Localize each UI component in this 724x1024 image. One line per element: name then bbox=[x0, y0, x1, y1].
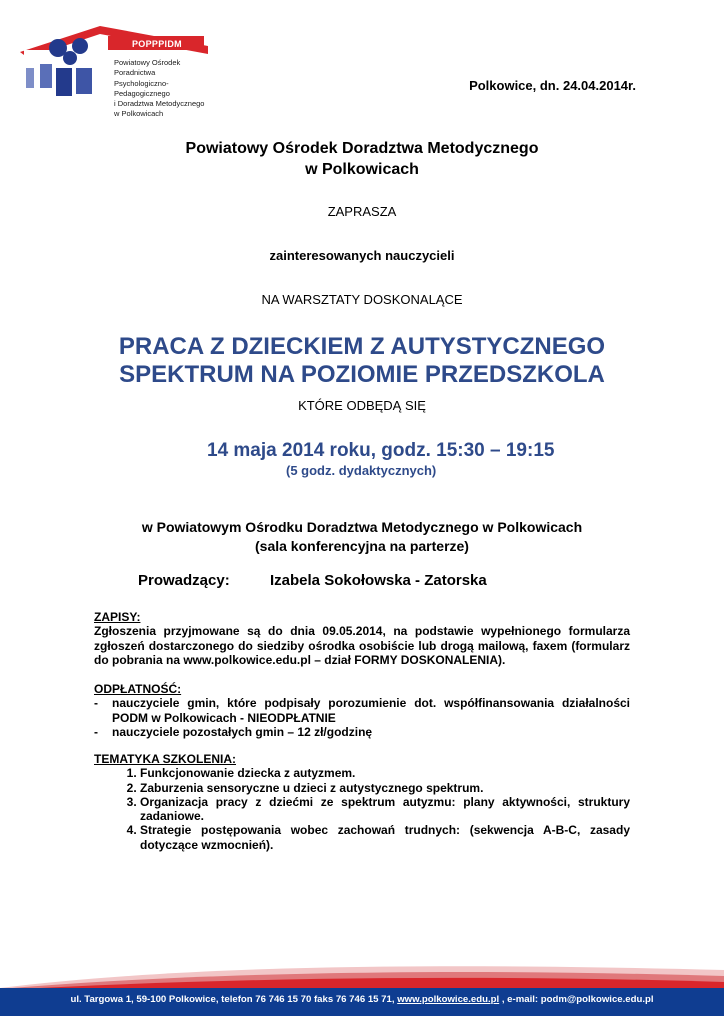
logo bbox=[18, 24, 218, 119]
workshop-text: NA WARSZTATY DOSKONALĄCE bbox=[261, 292, 463, 307]
organizer-line-1: Powiatowy Ośrodek Doradztwa Metodycznego bbox=[185, 140, 539, 157]
fee-item bbox=[94, 696, 630, 725]
organizer bbox=[0, 138, 724, 180]
footer bbox=[0, 958, 724, 1024]
topic-item: 2. Zaburzenia sensoryczne u dzieci z autystycznego spektrum. bbox=[140, 781, 630, 795]
fee-item bbox=[94, 725, 630, 739]
registration-heading: ZAPISY: bbox=[94, 610, 141, 624]
title-line-2: SPEKTRUM NA POZIOMIE PRZEDSZKOLA bbox=[119, 361, 605, 388]
event-hours: (5 godz. dydaktycznych) bbox=[286, 463, 437, 478]
logo-line: i Doradztwa Metodycznego bbox=[114, 99, 205, 109]
title-line-1: PRACA Z DZIECKIEM Z AUTYSTYCZNEGO bbox=[118, 333, 606, 360]
event-place bbox=[0, 518, 724, 556]
website-link[interactable]: www.polkowice.edu.pl bbox=[397, 994, 500, 1005]
email-address[interactable]: podm@polkowice.edu.pl bbox=[540, 994, 654, 1005]
logo-line: w Polkowicach bbox=[114, 109, 164, 119]
topics-heading: TEMATYKA SZKOLENIA: bbox=[94, 752, 236, 766]
footer-email-label: , e-mail: bbox=[499, 994, 541, 1005]
footer-contact bbox=[0, 994, 724, 1005]
registration-text: Zgłoszenia przyjmowane są do dnia 09.05.2014, na podstawie wypełnionego formularza zgłoszeń dostarczonego do siedziby ośrodka osobiście lub drogą mailową, faxem (formularz do pobrania na www.polkowice.edu.pl – dział FORMY DOSKONALENIA). bbox=[94, 624, 630, 667]
fee-text: nauczyciele gmin, które podpisały porozumienie dot. współfinansowania działalności PODM w Polkowicach - NIEODPŁATNIE bbox=[112, 696, 630, 725]
topics-section bbox=[94, 752, 630, 852]
invite-text: ZAPRASZA bbox=[327, 204, 397, 219]
leader-name: Izabela Sokołowska - Zatorska bbox=[270, 572, 487, 589]
registration-section bbox=[94, 610, 630, 667]
workshop-title bbox=[0, 333, 724, 389]
topic-item: 3. Organizacja pracy z dziećmi ze spektrum autyzmu: plany aktywności, struktury zadaniowe. bbox=[140, 795, 630, 824]
fees-section bbox=[94, 682, 630, 739]
audience-text: zainteresowanych nauczycieli bbox=[269, 248, 455, 263]
place-line-2: (sala konferencyjna na parterze) bbox=[255, 538, 469, 554]
topic-item: 1. Funkcjonowanie dziecka z autyzmem. bbox=[140, 766, 630, 780]
logo-line: Psychologiczno-Pedagogicznego bbox=[114, 78, 170, 98]
leader-label: Prowadzący: bbox=[138, 572, 230, 589]
fee-marker: - bbox=[94, 696, 98, 711]
logo-caption bbox=[114, 58, 218, 120]
topic-item: 4. Strategie postępowania wobec zachowań trudnych: (sekwencja A-B-C, zasady dotyczące wzmocnień). bbox=[140, 823, 630, 852]
fee-text: nauczyciele pozostałych gmin – 12 zł/godzinę bbox=[112, 724, 373, 739]
event-datetime: 14 maja 2014 roku, godz. 15:30 – 19:15 bbox=[207, 440, 555, 461]
fees-heading: ODPŁATNOŚĆ: bbox=[94, 682, 182, 696]
footer-wave-decoration bbox=[0, 958, 724, 992]
place-line-1: w Powiatowym Ośrodku Doradztwa Metodycznego w Polkowicach bbox=[141, 519, 583, 535]
footer-address: ul. Targowa 1, 59-100 Polkowice, telefon 76 746 15 70 faks 76 746 15 71, bbox=[70, 994, 398, 1005]
logo-brand: POPPPIDM bbox=[132, 39, 182, 49]
topics-list bbox=[94, 766, 630, 852]
which-text: KTÓRE ODBĘDĄ SIĘ bbox=[298, 398, 426, 413]
organizer-line-2: w Polkowicach bbox=[305, 161, 419, 178]
date-line: Polkowice, dn. 24.04.2014r. bbox=[469, 78, 636, 93]
logo-line: Powiatowy Ośrodek Poradnictwa bbox=[114, 58, 181, 78]
fee-marker: - bbox=[94, 724, 98, 739]
